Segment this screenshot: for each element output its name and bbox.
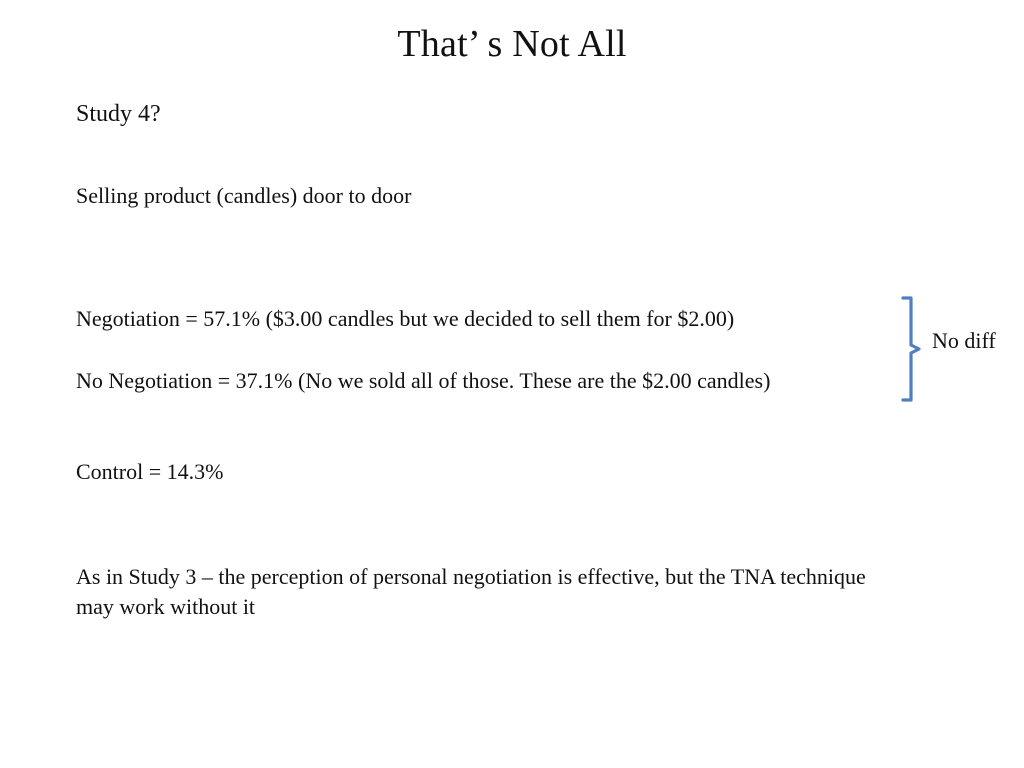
right-bracket-icon (898, 294, 928, 404)
slide-title: That’ s Not All (397, 23, 627, 65)
product-description: Selling product (candles) door to door (76, 183, 412, 208)
negotiation-result: Negotiation = 57.1% ($3.00 candles but we decided to sell them for $2.00) (76, 306, 735, 331)
no-difference-label: No diff (932, 328, 996, 353)
study-heading: Study 4? (76, 101, 161, 127)
conclusion-text: As in Study 3 – the perception of personal negotiation is effective, but the TNA technique may work without it (76, 564, 866, 619)
no-negotiation-result: No Negotiation = 37.1% (No we sold all of those. These are the $2.00 candles) (76, 368, 771, 393)
control-result: Control = 14.3% (76, 459, 224, 484)
